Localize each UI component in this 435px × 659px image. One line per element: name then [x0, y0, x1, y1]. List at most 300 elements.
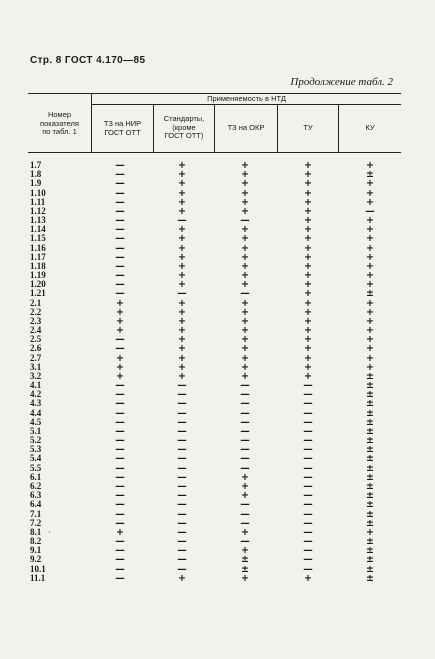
applicability-mark: — [115, 205, 125, 217]
margin-mark: · [48, 528, 51, 537]
applicability-mark: + [366, 187, 374, 199]
applicability-mark: + [304, 160, 312, 171]
applicability-mark: + [304, 270, 312, 281]
applicability-mark: + [366, 297, 374, 309]
applicability-mark: + [178, 251, 186, 263]
applicability-mark: — [303, 444, 313, 456]
applicability-mark: + [304, 205, 312, 217]
applicability-mark: + [241, 297, 249, 309]
applicability-mark: + [304, 325, 312, 337]
applicability-mark: — [303, 490, 313, 502]
applicability-mark: — [303, 536, 313, 547]
applicability-mark: + [116, 297, 124, 309]
applicability-mark: ± [366, 536, 374, 547]
applicability-mark: — [240, 425, 250, 437]
applicability-mark: — [115, 398, 125, 410]
applicability-mark: — [115, 563, 125, 575]
applicability-mark: — [115, 224, 125, 236]
applicability-mark: — [240, 536, 250, 547]
applicability-mark: + [178, 334, 186, 346]
applicability-mark: — [115, 444, 125, 456]
applicability-mark: ± [366, 416, 374, 428]
applicability-mark: + [241, 325, 249, 337]
row-number: 3.2 [30, 370, 42, 381]
row-number: 8.1 [30, 526, 42, 537]
applicability-mark: ± [366, 480, 374, 492]
row-number: 1.16 [30, 242, 46, 253]
applicability-mark: — [177, 471, 187, 483]
applicability-mark: — [240, 215, 250, 226]
row-number: 4.4 [30, 407, 42, 418]
column-header-line: ТУ [303, 123, 313, 132]
applicability-mark: + [304, 361, 312, 373]
applicability-mark: — [115, 233, 125, 245]
row-number: 3.1 [30, 361, 42, 372]
applicability-mark: — [303, 471, 313, 483]
applicability-mark: — [177, 407, 187, 419]
applicability-mark: — [240, 416, 250, 428]
applicability-mark: — [177, 508, 187, 520]
applicability-mark: + [178, 306, 186, 318]
row-number: 1.8 [30, 169, 42, 180]
column-header-line: ГОСТ ОТТ [104, 127, 141, 137]
applicability-mark: + [178, 343, 186, 355]
applicability-mark: + [366, 279, 374, 291]
applicability-mark: — [303, 416, 313, 428]
applicability-mark: + [241, 490, 249, 502]
table-continuation-note: Продолжение табл. 2 [290, 76, 393, 88]
applicability-mark: + [241, 334, 249, 346]
applicability-mark: + [241, 352, 249, 364]
row-number: 9.2 [30, 554, 42, 565]
applicability-mark: + [178, 325, 186, 337]
applicability-mark: + [304, 572, 312, 584]
applicability-mark: + [178, 370, 186, 382]
applicability-mark: + [304, 178, 312, 190]
applicability-mark: ± [366, 435, 374, 447]
row-header [28, 111, 91, 137]
applicability-mark: — [177, 398, 187, 410]
row-number: 1.11 [30, 196, 46, 207]
applicability-mark: — [115, 343, 125, 355]
applicability-mark: — [177, 536, 187, 547]
applicability-mark: + [304, 343, 312, 355]
applicability-mark: + [178, 270, 186, 281]
row-number: 4.5 [30, 416, 42, 427]
applicability-mark: — [303, 526, 313, 538]
applicability-mark: + [304, 334, 312, 346]
applicability-mark: + [178, 160, 186, 171]
applicability-mark: + [304, 242, 312, 254]
applicability-mark: — [115, 160, 125, 171]
column-header-line: ТЗ на ОКР [227, 123, 265, 132]
applicability-mark: ± [366, 490, 374, 502]
applicability-mark: — [240, 389, 250, 401]
row-number: 2.5 [30, 334, 42, 345]
applicability-mark: — [177, 435, 187, 447]
applicability-mark: — [115, 251, 125, 263]
applicability-mark: — [303, 508, 313, 520]
applicability-mark: ± [366, 453, 374, 465]
applicability-mark: + [116, 361, 124, 373]
applicability-mark: — [177, 480, 187, 492]
applicability-mark: — [115, 389, 125, 401]
row-number: 4.3 [30, 398, 42, 409]
applicability-mark: + [366, 215, 374, 226]
row-number: 6.1 [30, 471, 42, 482]
applicability-mark: + [241, 315, 249, 327]
applicability-mark: — [303, 480, 313, 492]
applicability-mark: — [115, 270, 125, 281]
applicability-mark: + [241, 343, 249, 355]
applicability-mark: + [241, 224, 249, 236]
applicability-mark: — [115, 499, 125, 511]
applicability-mark: + [241, 187, 249, 199]
applicability-mark: — [303, 398, 313, 410]
applicability-mark: — [240, 407, 250, 419]
applicability-mark: — [177, 288, 187, 300]
applicability-mark: ± [366, 545, 374, 557]
row-number: 1.19 [30, 270, 46, 280]
applicability-mark: — [303, 389, 313, 401]
row-number: 2.4 [30, 325, 42, 336]
row-number: 1.17 [30, 251, 46, 262]
applicability-mark: + [366, 233, 374, 245]
row-number: 6.3 [30, 490, 42, 501]
applicability-mark: + [366, 526, 374, 538]
applicability-mark: + [241, 242, 249, 254]
row-number: 1.10 [30, 187, 46, 198]
row-number: 5.2 [30, 435, 42, 446]
applicability-mark: + [366, 251, 374, 263]
row-number: 7.1 [30, 508, 42, 519]
applicability-mark: + [366, 343, 374, 355]
applicability-mark: ± [366, 517, 374, 529]
applicability-mark: — [240, 288, 250, 300]
row-number: 5.5 [30, 462, 42, 473]
applicability-mark: + [366, 160, 374, 171]
page-header: Стр. 8 ГОСТ 4.170—85 [30, 55, 146, 66]
row-number: 6.2 [30, 480, 42, 491]
applicability-mark: + [178, 572, 186, 584]
row-header-line: по табл. 1 [42, 127, 77, 136]
applicability-mark: + [116, 315, 124, 327]
applicability-mark: + [178, 242, 186, 254]
applicability-mark: — [177, 490, 187, 502]
applicability-mark: ± [366, 407, 374, 419]
applicability-mark: + [241, 233, 249, 245]
applicability-mark: + [241, 270, 249, 281]
applicability-mark: + [366, 361, 374, 373]
applicability-mark: + [241, 160, 249, 171]
column-header [278, 124, 338, 133]
group-header-rule [91, 104, 401, 105]
applicability-mark: — [115, 380, 125, 392]
applicability-mark: + [116, 370, 124, 382]
applicability-mark: + [366, 242, 374, 254]
applicability-mark: ± [366, 444, 374, 456]
applicability-mark: — [303, 563, 313, 575]
applicability-mark: + [304, 215, 312, 226]
row-number: 1.9 [30, 178, 42, 189]
applicability-mark: — [240, 380, 250, 392]
applicability-mark: + [304, 315, 312, 327]
applicability-mark: — [303, 462, 313, 474]
column-header [92, 120, 153, 137]
applicability-mark: — [303, 435, 313, 447]
row-number: 5.1 [30, 425, 42, 436]
applicability-mark: — [115, 536, 125, 547]
row-number: 5.3 [30, 444, 42, 455]
applicability-mark: + [178, 233, 186, 245]
row-header-line: показателя [40, 118, 79, 128]
row-number: 2.7 [30, 352, 42, 363]
applicability-mark: — [115, 480, 125, 492]
applicability-mark: — [177, 389, 187, 401]
applicability-mark: + [304, 169, 312, 181]
applicability-mark: + [366, 315, 374, 327]
applicability-mark: + [366, 196, 374, 208]
applicability-mark: — [177, 380, 187, 392]
applicability-mark: ± [366, 398, 374, 410]
applicability-mark: + [178, 361, 186, 373]
column-header [215, 124, 277, 133]
applicability-mark: + [178, 196, 186, 208]
applicability-mark: — [177, 499, 187, 511]
applicability-mark: + [366, 334, 374, 346]
applicability-mark: + [304, 352, 312, 364]
applicability-mark: — [115, 425, 125, 437]
applicability-mark: ± [366, 380, 374, 392]
applicability-mark: ± [241, 563, 249, 575]
applicability-mark: ± [366, 471, 374, 483]
applicability-mark: — [115, 517, 125, 529]
row-number: 5.4 [30, 453, 42, 464]
applicability-mark: — [115, 471, 125, 483]
applicability-mark: — [115, 435, 125, 447]
applicability-mark: + [304, 233, 312, 245]
applicability-mark: — [115, 288, 125, 300]
applicability-mark: + [304, 370, 312, 382]
applicability-mark: + [366, 270, 374, 281]
applicability-mark: + [366, 224, 374, 236]
applicability-mark: — [177, 554, 187, 566]
row-number: 2.2 [30, 306, 42, 317]
applicability-mark: — [177, 444, 187, 456]
applicability-mark: ± [366, 462, 374, 474]
row-number: 7.2 [30, 517, 42, 528]
applicability-mark: + [116, 526, 124, 538]
applicability-mark: + [178, 315, 186, 327]
row-number: 1.20 [30, 279, 46, 290]
applicability-mark: — [303, 517, 313, 529]
applicability-mark: + [116, 325, 124, 337]
applicability-mark: + [241, 205, 249, 217]
applicability-mark: + [241, 306, 249, 318]
row-number: 11.1 [30, 572, 46, 583]
applicability-mark: — [303, 407, 313, 419]
applicability-mark: — [115, 260, 125, 272]
applicability-mark: — [240, 398, 250, 410]
applicability-mark: — [115, 178, 125, 190]
applicability-mark: + [304, 288, 312, 300]
row-number: 2.6 [30, 343, 42, 354]
applicability-mark: + [241, 251, 249, 263]
applicability-mark: + [116, 352, 124, 364]
applicability-mark: — [115, 462, 125, 474]
applicability-mark: + [304, 297, 312, 309]
applicability-mark: + [304, 306, 312, 318]
applicability-mark: + [178, 178, 186, 190]
applicability-mark: ± [366, 554, 374, 566]
applicability-mark: + [241, 370, 249, 382]
applicability-mark: + [241, 361, 249, 373]
applicability-mark: — [115, 196, 125, 208]
column-header [154, 115, 214, 141]
column-header-line: Стандарты, [163, 114, 205, 123]
applicability-mark: — [240, 444, 250, 456]
applicability-mark: + [304, 279, 312, 291]
applicability-mark: + [366, 306, 374, 318]
applicability-mark: + [178, 260, 186, 272]
applicability-mark: — [115, 545, 125, 557]
row-number: 10.1 [30, 563, 46, 574]
applicability-mark: — [177, 545, 187, 557]
header-bottom-rule [28, 152, 401, 153]
applicability-mark: ± [366, 389, 374, 401]
applicability-mark: + [304, 224, 312, 236]
group-header: Применяемость в НТД [207, 94, 286, 103]
applicability-mark: + [241, 169, 249, 181]
applicability-mark: + [241, 545, 249, 557]
applicability-mark: + [241, 260, 249, 272]
applicability-mark: — [115, 554, 125, 566]
applicability-mark: + [178, 352, 186, 364]
applicability-mark: — [115, 490, 125, 502]
row-number: 4.1 [30, 380, 42, 391]
applicability-mark: + [241, 572, 249, 584]
applicability-mark: + [366, 325, 374, 337]
row-number: 1.15 [30, 233, 46, 244]
applicability-mark: ± [241, 554, 249, 566]
applicability-mark: — [115, 334, 125, 346]
applicability-mark: + [366, 178, 374, 190]
column-header-line: ТЗ на НИР [103, 119, 142, 128]
applicability-mark: ± [366, 425, 374, 437]
row-number: 1.7 [30, 160, 42, 170]
row-number: 2.3 [30, 315, 42, 326]
applicability-mark: — [115, 508, 125, 520]
applicability-mark: ± [366, 572, 374, 584]
applicability-mark: ± [366, 169, 374, 181]
column-header-line: ГОСТ ОТТ) [164, 131, 204, 140]
applicability-mark: ± [366, 563, 374, 575]
applicability-mark: — [177, 462, 187, 474]
applicability-mark: — [240, 508, 250, 520]
applicability-mark: — [365, 205, 375, 217]
applicability-mark: — [177, 517, 187, 529]
row-number: 1.21 [30, 288, 46, 299]
applicability-mark: — [240, 435, 250, 447]
applicability-mark: + [304, 251, 312, 263]
column-header-line: (кроме [172, 122, 196, 132]
applicability-mark: + [178, 279, 186, 291]
applicability-mark: + [241, 526, 249, 538]
applicability-mark: + [304, 260, 312, 272]
applicability-mark: + [116, 306, 124, 318]
applicability-mark: + [178, 187, 186, 199]
applicability-mark: — [240, 453, 250, 465]
applicability-mark: + [304, 196, 312, 208]
applicability-mark: — [240, 499, 250, 511]
applicability-mark: — [177, 416, 187, 428]
applicability-mark: + [366, 352, 374, 364]
row-number: 9.1 [30, 545, 42, 556]
applicability-mark: ± [366, 508, 374, 520]
applicability-mark: ± [366, 370, 374, 382]
applicability-mark: — [115, 215, 125, 226]
row-number: 6.4 [30, 499, 42, 510]
applicability-mark: + [366, 260, 374, 272]
row-number: 2.1 [30, 297, 42, 308]
applicability-mark: — [240, 462, 250, 474]
row-number: 1.18 [30, 260, 46, 271]
applicability-mark: ± [366, 499, 374, 511]
applicability-mark: — [177, 563, 187, 575]
column-header [339, 124, 401, 133]
row-number: 4.2 [30, 389, 42, 400]
applicability-mark: + [241, 471, 249, 483]
applicability-mark: — [115, 572, 125, 584]
applicability-mark: + [241, 196, 249, 208]
column-header-line: КУ [365, 123, 375, 132]
applicability-mark: — [240, 517, 250, 529]
applicability-mark: — [177, 453, 187, 465]
applicability-mark: + [178, 224, 186, 236]
applicability-mark: — [303, 380, 313, 392]
applicability-mark: — [303, 499, 313, 511]
applicability-mark: — [115, 416, 125, 428]
applicability-mark: — [115, 279, 125, 291]
applicability-mark: — [303, 545, 313, 557]
applicability-mark: — [115, 169, 125, 181]
applicability-mark: + [304, 187, 312, 199]
applicability-mark: — [115, 407, 125, 419]
applicability-mark: — [303, 453, 313, 465]
applicability-mark: — [177, 526, 187, 538]
applicability-mark: — [177, 425, 187, 437]
row-number: 8.2 [30, 536, 42, 546]
applicability-mark: + [178, 205, 186, 217]
row-header-line: Номер [47, 110, 72, 119]
applicability-mark: ± [366, 288, 374, 300]
row-number: 1.13 [30, 215, 46, 225]
applicability-mark: — [115, 453, 125, 465]
applicability-mark: + [241, 178, 249, 190]
applicability-mark: — [303, 425, 313, 437]
applicability-mark: + [241, 480, 249, 492]
applicability-mark: — [303, 554, 313, 566]
applicability-mark: + [178, 297, 186, 309]
row-number: 1.14 [30, 224, 46, 235]
applicability-mark: — [115, 242, 125, 254]
applicability-mark: + [178, 169, 186, 181]
row-number: 1.12 [30, 205, 46, 216]
table-row [0, 574, 435, 583]
applicability-mark: + [241, 279, 249, 291]
applicability-mark: — [177, 215, 187, 226]
applicability-mark: — [115, 187, 125, 199]
